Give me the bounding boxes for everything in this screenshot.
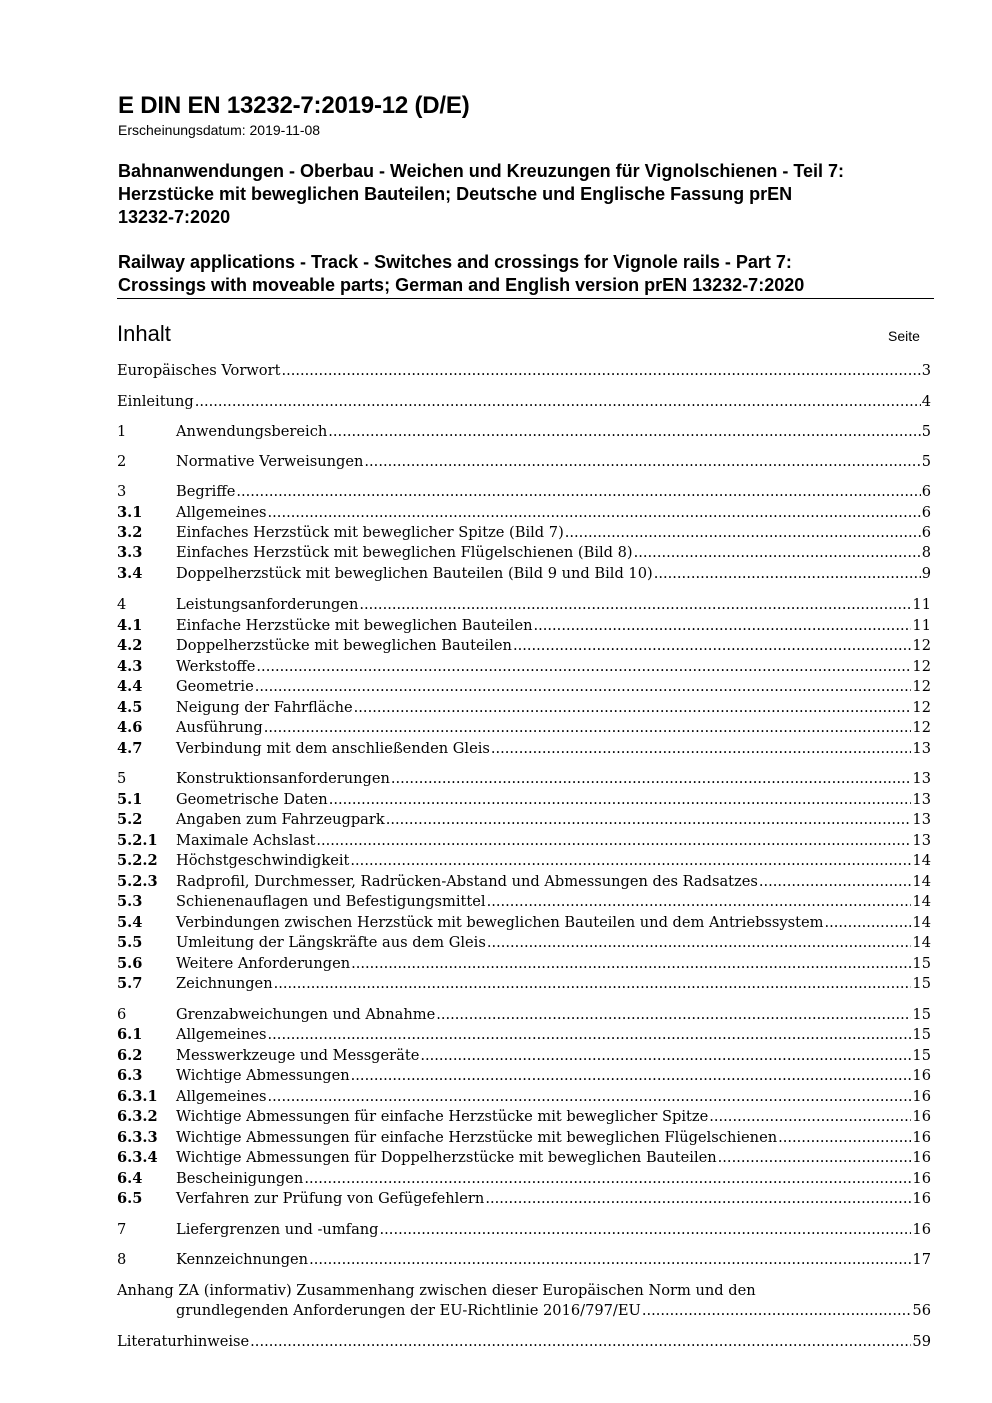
toc-dot-leader bbox=[778, 1128, 911, 1148]
toc-entry-page: 14 bbox=[912, 852, 931, 869]
toc-entry[interactable] bbox=[117, 810, 931, 830]
toc-entry[interactable] bbox=[117, 790, 931, 810]
toc-entry-title: Bescheinigungen bbox=[176, 1170, 304, 1187]
toc-entry-page: 15 bbox=[912, 955, 931, 972]
toc-entry[interactable] bbox=[117, 657, 931, 677]
toc-entry-number: 5.5 bbox=[117, 934, 143, 951]
toc-entry[interactable] bbox=[117, 422, 931, 442]
toc-entry-title: Weitere Anforderungen bbox=[176, 955, 351, 972]
toc-entry-number: 5.2.3 bbox=[117, 873, 158, 890]
toc-entry-title: Verbindungen zwischen Herzstück mit beweglichen Bauteilen und dem Antriebssystem bbox=[176, 914, 824, 931]
toc-entry-title: Grenzabweichungen und Abnahme bbox=[176, 1006, 436, 1023]
toc-entry-title: Angaben zum Fahrzeugpark bbox=[176, 811, 385, 828]
toc-entry[interactable] bbox=[117, 872, 931, 892]
toc-entry-number: 5.4 bbox=[117, 914, 143, 931]
toc-entry[interactable] bbox=[117, 892, 931, 912]
toc-entry-page: 14 bbox=[912, 873, 931, 890]
toc-entry-page: 16 bbox=[912, 1221, 931, 1238]
toc-entry[interactable] bbox=[117, 718, 931, 738]
toc-entry[interactable] bbox=[117, 1189, 931, 1209]
toc-bibliography-title: Literaturhinweise bbox=[117, 1333, 250, 1350]
toc-dot-leader bbox=[329, 790, 912, 810]
toc-entry-page: 12 bbox=[912, 678, 931, 695]
toc-dot-leader bbox=[236, 482, 920, 502]
toc-entry-title: Wichtige Abmessungen für einfache Herzstücke mit beweglicher Spitze bbox=[176, 1108, 709, 1125]
toc-dot-leader bbox=[436, 1005, 911, 1025]
toc-entry-page: 11 bbox=[912, 617, 931, 634]
toc-entry-title: Allgemeines bbox=[176, 1026, 267, 1043]
toc-entry-number: 4 bbox=[117, 596, 127, 613]
toc-dot-leader bbox=[491, 739, 912, 759]
toc-entry-page: 16 bbox=[912, 1108, 931, 1125]
toc-dot-leader bbox=[264, 718, 912, 738]
toc-entry-page: 16 bbox=[912, 1067, 931, 1084]
toc-entry-page: 15 bbox=[912, 1026, 931, 1043]
toc-entry-number: 6.3.1 bbox=[117, 1088, 158, 1105]
toc-dot-leader bbox=[718, 1148, 912, 1168]
toc-dot-leader bbox=[391, 769, 912, 789]
title-english-line: Crossings with moveable parts; German and English version prEN 13232-7:2020 bbox=[118, 275, 805, 295]
toc-entry-title: Höchstgeschwindigkeit bbox=[176, 852, 350, 869]
toc-entry[interactable] bbox=[117, 1046, 931, 1066]
toc-entry-number: 8 bbox=[117, 1251, 127, 1268]
toc-entry-page: 6 bbox=[921, 504, 931, 521]
toc-dot-leader bbox=[759, 872, 912, 892]
toc-entry-title: Neigung der Fahrfläche bbox=[176, 699, 353, 716]
toc-dot-leader bbox=[824, 913, 911, 933]
toc-entry[interactable] bbox=[117, 1220, 931, 1240]
toc-entry[interactable] bbox=[117, 851, 931, 871]
toc-entry-title: Europäisches Vorwort bbox=[117, 362, 281, 379]
toc-entry-page: 8 bbox=[921, 544, 931, 561]
toc-entry-number: 7 bbox=[117, 1221, 127, 1238]
toc-dot-leader bbox=[274, 974, 912, 994]
toc-dot-leader bbox=[256, 657, 911, 677]
toc-dot-leader bbox=[268, 1087, 912, 1107]
toc-entry-number: 6.2 bbox=[117, 1047, 143, 1064]
toc-entry-page: 13 bbox=[912, 832, 931, 849]
toc-entry-title: Geometrische Daten bbox=[176, 791, 328, 808]
toc-dot-leader bbox=[316, 831, 911, 851]
toc-entry-number: 3.4 bbox=[117, 565, 143, 582]
toc-entry[interactable] bbox=[117, 543, 931, 563]
toc-entry[interactable] bbox=[117, 698, 931, 718]
toc-dot-leader bbox=[359, 595, 911, 615]
toc-entry-page: 15 bbox=[912, 975, 931, 992]
toc-entry-number: 4.3 bbox=[117, 658, 143, 675]
toc-entry-page: 13 bbox=[912, 740, 931, 757]
toc-entry[interactable] bbox=[117, 1169, 931, 1189]
toc-dot-leader bbox=[654, 564, 921, 584]
toc-entry-page: 13 bbox=[912, 770, 931, 787]
toc-entry[interactable] bbox=[117, 1250, 931, 1270]
toc-dot-leader bbox=[351, 1066, 912, 1086]
publication-date: Erscheinungsdatum: 2019-11-08 bbox=[118, 122, 321, 138]
toc-entry-number: 4.5 bbox=[117, 699, 143, 716]
toc-entry-number: 5.2.2 bbox=[117, 852, 158, 869]
toc-entry-number: 4.1 bbox=[117, 617, 143, 634]
toc-entry-number: 6.5 bbox=[117, 1190, 143, 1207]
toc-dot-leader bbox=[364, 452, 920, 472]
toc-dot-leader bbox=[268, 1025, 912, 1045]
toc-dot-leader bbox=[709, 1107, 911, 1127]
document-id: E DIN EN 13232-7:2019-12 (D/E) bbox=[118, 92, 470, 119]
toc-entry[interactable] bbox=[117, 616, 931, 636]
toc-entry-page: 13 bbox=[912, 791, 931, 808]
toc-entry-title: Geometrie bbox=[176, 678, 254, 695]
toc-entry[interactable] bbox=[117, 564, 931, 584]
toc-entry[interactable] bbox=[117, 1107, 931, 1127]
toc-entry-number: 6.3 bbox=[117, 1067, 143, 1084]
toc-dot-leader bbox=[255, 677, 912, 697]
toc-entry-page: 14 bbox=[912, 934, 931, 951]
toc-entry-page: 16 bbox=[912, 1170, 931, 1187]
toc-entry-number: 5.3 bbox=[117, 893, 143, 910]
toc-entry-title: Doppelherzstück mit beweglichen Bauteilen (Bild 9 und Bild 10) bbox=[176, 565, 653, 582]
toc-entry-number: 5.6 bbox=[117, 955, 143, 972]
title-english-line: Railway applications - Track - Switches and crossings for Vignole rails - Part 7: bbox=[118, 252, 792, 272]
toc-entry-number: 5.2.1 bbox=[117, 832, 158, 849]
toc-entry-title: Einfaches Herzstück mit beweglicher Spitze (Bild 7) bbox=[176, 524, 564, 541]
toc-entry-number: 6.4 bbox=[117, 1170, 143, 1187]
toc-dot-leader bbox=[268, 503, 921, 523]
toc-dot-leader bbox=[195, 392, 921, 412]
toc-entry[interactable] bbox=[117, 677, 931, 697]
toc-entry-page: 15 bbox=[912, 1047, 931, 1064]
toc-entry-page: 11 bbox=[912, 596, 931, 613]
toc-entry-title: Verfahren zur Prüfung von Gefügefehlern bbox=[176, 1190, 485, 1207]
toc-dot-leader bbox=[351, 954, 911, 974]
toc-entry-page: 12 bbox=[912, 637, 931, 654]
toc-entry-page: 14 bbox=[912, 893, 931, 910]
toc-entry-number: 6 bbox=[117, 1006, 127, 1023]
toc-entry[interactable] bbox=[117, 1128, 931, 1148]
toc-entry[interactable] bbox=[117, 392, 931, 412]
toc-entry[interactable] bbox=[117, 1005, 931, 1025]
toc-entry[interactable] bbox=[117, 595, 931, 615]
toc-annex-entry[interactable] bbox=[117, 1301, 931, 1321]
toc-entry-title: Leistungsanforderungen bbox=[176, 596, 359, 613]
toc-entry-number: 6.3.4 bbox=[117, 1149, 158, 1166]
toc-entry[interactable] bbox=[117, 739, 931, 759]
toc-dot-leader bbox=[533, 616, 911, 636]
toc-dot-leader bbox=[250, 1332, 911, 1352]
toc-entry[interactable] bbox=[117, 503, 931, 523]
toc-entry-title: Anwendungsbereich bbox=[176, 423, 328, 440]
toc-entry-title: Umleitung der Längskräfte aus dem Gleis bbox=[176, 934, 486, 951]
toc-entry-page: 17 bbox=[912, 1251, 931, 1268]
toc-dot-leader bbox=[487, 892, 912, 912]
title-german-line: Herzstücke mit beweglichen Bauteilen; Deutsche und Englische Fassung prEN bbox=[118, 184, 793, 204]
toc-entry-title: Wichtige Abmessungen für Doppelherzstücke mit beweglichen Bauteilen bbox=[176, 1149, 717, 1166]
toc-dot-leader bbox=[386, 810, 912, 830]
toc-entry[interactable] bbox=[117, 361, 931, 381]
toc-entry-title: Radprofil, Durchmesser, Radrücken-Abstand und Abmessungen des Radsatzes bbox=[176, 873, 758, 890]
toc-dot-leader bbox=[354, 698, 912, 718]
toc-entry-number: 3.2 bbox=[117, 524, 143, 541]
toc-entry-number: 1 bbox=[117, 423, 127, 440]
toc-entry-number: 6.3.3 bbox=[117, 1129, 158, 1146]
toc-entry-title: Konstruktionsanforderungen bbox=[176, 770, 390, 787]
toc-entry-title: Wichtige Abmessungen bbox=[176, 1067, 350, 1084]
toc-entry[interactable] bbox=[117, 1087, 931, 1107]
toc-entry-title: Doppelherzstücke mit beweglichen Bauteilen bbox=[176, 637, 512, 654]
toc-bibliography-page: 59 bbox=[912, 1333, 931, 1350]
toc-entry-number: 5.7 bbox=[117, 975, 143, 992]
toc-entry-title: Begriffe bbox=[176, 483, 236, 500]
toc-entry-title: Einfaches Herzstück mit beweglichen Flügelschienen (Bild 8) bbox=[176, 544, 633, 561]
toc-entry-page: 9 bbox=[921, 565, 931, 582]
toc-entry-page: 12 bbox=[912, 658, 931, 675]
toc-entry-title: Messwerkzeuge und Messgeräte bbox=[176, 1047, 420, 1064]
toc-dot-leader bbox=[565, 523, 921, 543]
toc-entry-number: 3.1 bbox=[117, 504, 143, 521]
toc-entry-page: 16 bbox=[912, 1129, 931, 1146]
toc-entry-page: 3 bbox=[921, 362, 931, 379]
toc-dot-leader bbox=[513, 636, 911, 656]
toc-entry[interactable] bbox=[117, 1066, 931, 1086]
toc-entry-page: 4 bbox=[921, 393, 931, 410]
toc-entry-page: 16 bbox=[912, 1190, 931, 1207]
toc-annex-line-1[interactable]: Anhang ZA (informativ) Zusammenhang zwischen dieser Europäischen Norm und den bbox=[117, 1282, 756, 1299]
toc-entry-page: 5 bbox=[921, 423, 931, 440]
toc-entry-page: 14 bbox=[912, 914, 931, 931]
toc-entry-title: Allgemeines bbox=[176, 1088, 267, 1105]
toc-entry-number: 2 bbox=[117, 453, 127, 470]
toc-entry-number: 4.6 bbox=[117, 719, 143, 736]
toc-dot-leader bbox=[485, 1189, 911, 1209]
toc-entry[interactable] bbox=[117, 933, 931, 953]
toc-annex-title: grundlegenden Anforderungen der EU-Richtlinie 2016/797/EU bbox=[176, 1302, 641, 1319]
toc-dot-leader bbox=[420, 1046, 911, 1066]
toc-entry-number: 4.7 bbox=[117, 740, 143, 757]
title-german-line: 13232-7:2020 bbox=[118, 207, 231, 227]
toc-dot-leader bbox=[328, 422, 920, 442]
toc-entry[interactable] bbox=[117, 482, 931, 502]
toc-entry-title: Einfache Herzstücke mit beweglichen Bauteilen bbox=[176, 617, 533, 634]
toc-dot-leader bbox=[634, 543, 921, 563]
toc-entry[interactable] bbox=[117, 831, 931, 851]
title-german-line: Bahnanwendungen - Oberbau - Weichen und Kreuzungen für Vignolschienen - Teil 7: bbox=[118, 161, 845, 181]
toc-entry-page: 15 bbox=[912, 1006, 931, 1023]
toc-entry-page: 16 bbox=[912, 1088, 931, 1105]
toc-entry[interactable] bbox=[117, 523, 931, 543]
toc-entry-number: 5.1 bbox=[117, 791, 143, 808]
toc-entry-page: 6 bbox=[921, 483, 931, 500]
toc-entry-title: Wichtige Abmessungen für einfache Herzstücke mit beweglichen Flügelschienen bbox=[176, 1129, 778, 1146]
toc-entry-number: 4.2 bbox=[117, 637, 143, 654]
toc-entry-page: 6 bbox=[921, 524, 931, 541]
toc-entry-page: 16 bbox=[912, 1149, 931, 1166]
toc-entry-number: 3 bbox=[117, 483, 127, 500]
toc-entry-page: 5 bbox=[921, 453, 931, 470]
toc-entry-title: Allgemeines bbox=[176, 504, 267, 521]
toc-entry[interactable] bbox=[117, 636, 931, 656]
toc-dot-leader bbox=[309, 1250, 911, 1270]
toc-dot-leader bbox=[304, 1169, 911, 1189]
toc-entry-title: Werkstoffe bbox=[176, 658, 256, 675]
toc-entry-page: 12 bbox=[912, 719, 931, 736]
toc-entry-number: 5.2 bbox=[117, 811, 143, 828]
toc-entry[interactable] bbox=[117, 1025, 931, 1045]
toc-entry[interactable] bbox=[117, 1148, 931, 1168]
toc-dot-leader bbox=[380, 1220, 912, 1240]
toc-entry[interactable] bbox=[117, 954, 931, 974]
toc-entry-number: 4.4 bbox=[117, 678, 143, 695]
toc-entry-title: Liefergrenzen und -umfang bbox=[176, 1221, 379, 1238]
toc-entry-title: Normative Verweisungen bbox=[176, 453, 364, 470]
toc-entry-title: Maximale Achslast bbox=[176, 832, 316, 849]
toc-entry-title: Zeichnungen bbox=[176, 975, 273, 992]
toc-entry-page: 13 bbox=[912, 811, 931, 828]
toc-bibliography-entry[interactable] bbox=[117, 1332, 931, 1352]
toc-entry-title: Schienenauflagen und Befestigungsmittel bbox=[176, 893, 486, 910]
toc-entry-title: Verbindung mit dem anschließenden Gleis bbox=[176, 740, 490, 757]
toc-entry-title: Einleitung bbox=[117, 393, 194, 410]
toc-entry-title: Ausführung bbox=[176, 719, 263, 736]
toc-entry-number: 3.3 bbox=[117, 544, 143, 561]
toc-dot-leader bbox=[642, 1301, 912, 1321]
toc-dot-leader bbox=[281, 361, 920, 381]
toc-heading: Inhalt bbox=[117, 321, 171, 346]
toc-entry-page: 12 bbox=[912, 699, 931, 716]
toc-entry[interactable] bbox=[117, 769, 931, 789]
toc-entry[interactable] bbox=[117, 913, 931, 933]
toc-dot-leader bbox=[487, 933, 912, 953]
toc-dot-leader bbox=[350, 851, 911, 871]
toc-entry[interactable] bbox=[117, 974, 931, 994]
toc-entry-number: 6.3.2 bbox=[117, 1108, 158, 1125]
toc-page-label: Seite bbox=[888, 328, 920, 344]
toc-entry-number: 5 bbox=[117, 770, 127, 787]
toc-annex-page: 56 bbox=[912, 1302, 931, 1319]
toc-entry-number: 6.1 bbox=[117, 1026, 143, 1043]
toc-entry-title: Kennzeichnungen bbox=[176, 1251, 309, 1268]
toc-entry[interactable] bbox=[117, 452, 931, 472]
